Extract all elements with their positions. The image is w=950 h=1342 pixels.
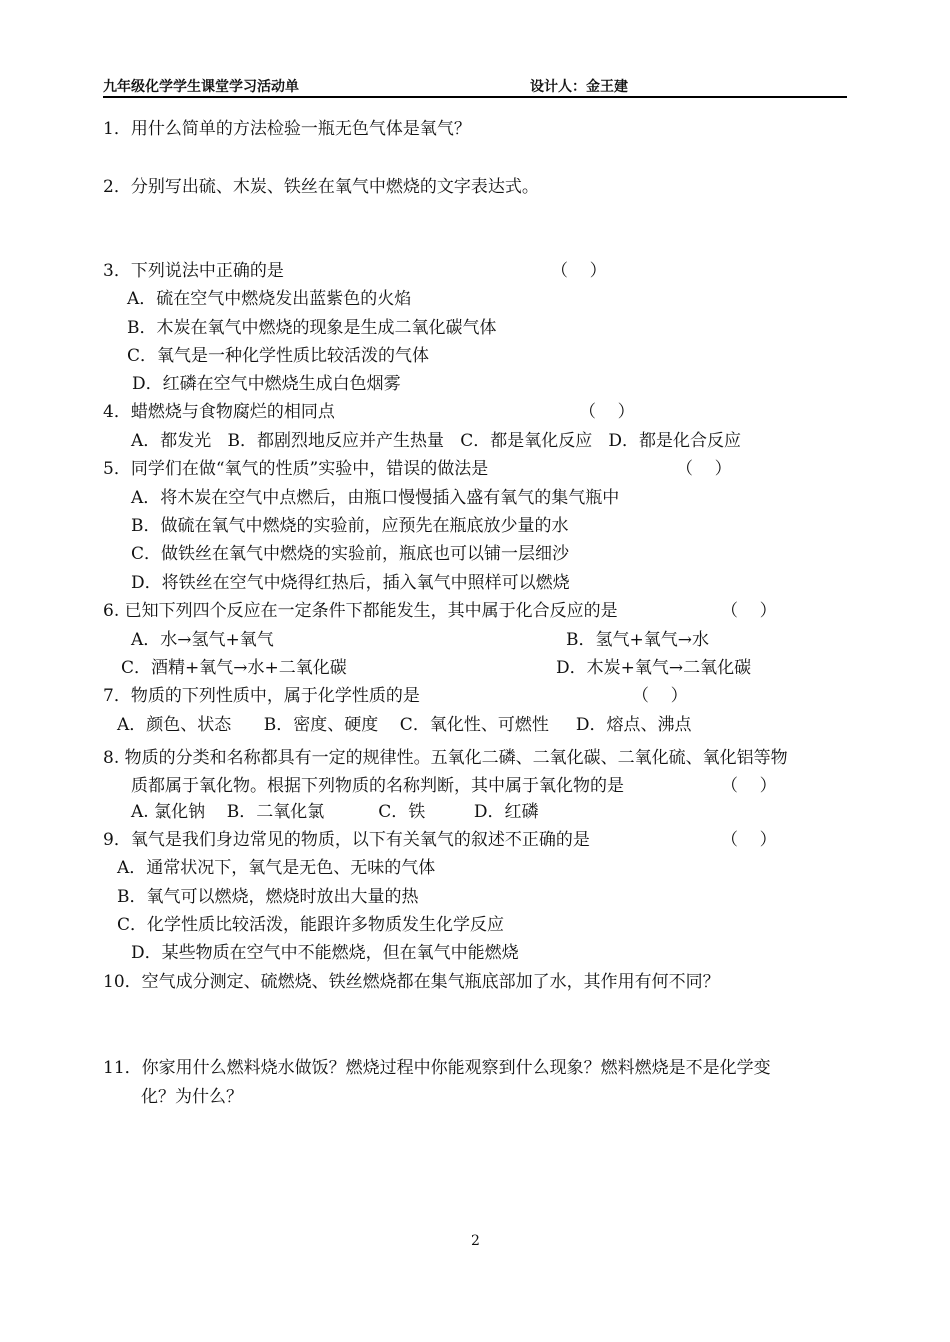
question-5-option-d: D．将铁丝在空气中烧得红热后，插入氧气中照样可以燃烧 [131, 573, 570, 593]
question-4-answer-bracket: （ ） [579, 402, 635, 422]
question-5-stem: 5．同学们在做“氧气的性质”实验中，错误的做法是 [103, 459, 489, 479]
question-9-option-a: A．通常状况下，氧气是无色、无味的气体 [117, 858, 436, 878]
question-6-option-d: D．木炭+氧气→二氧化碳 [556, 658, 752, 678]
header-divider [103, 96, 847, 98]
question-8-line-2: 质都属于氧化物。根据下列物质的名称判断，其中属于氧化物的是 [131, 776, 624, 796]
question-4-stem: 4．蜡燃烧与食物腐烂的相同点 [103, 402, 335, 422]
question-5-option-c: C．做铁丝在氧气中燃烧的实验前，瓶底也可以铺一层细沙 [131, 544, 570, 564]
question-3-stem: 3．下列说法中正确的是 [103, 261, 284, 281]
question-3-answer-bracket: （ ） [551, 261, 607, 281]
designer-label: 设计人：金王建 [530, 79, 628, 95]
question-3-option-c: C．氧气是一种化学性质比较活泼的气体 [127, 346, 430, 366]
question-7-options: A．颜色、状态 B．密度、硬度 C．氧化性、可燃性 D．熔点、沸点 [117, 715, 692, 735]
question-8-answer-bracket: （ ） [721, 776, 777, 796]
page-number: 2 [471, 1233, 480, 1249]
question-1: 1．用什么简单的方法检验一瓶无色气体是氧气？ [103, 119, 471, 139]
question-4-options: A．都发光 B．都剧烈地反应并产生热量 C．都是氧化反应 D．都是化合反应 [131, 431, 742, 451]
question-11-line-1: 11．你家用什么燃料烧水做饭？燃烧过程中你能观察到什么现象？燃料燃烧是不是化学变 [103, 1058, 771, 1078]
question-5-answer-bracket: （ ） [676, 459, 732, 479]
question-2: 2．分别写出硫、木炭、铁丝在氧气中燃烧的文字表达式。 [103, 177, 539, 197]
question-8-line-1: 8. 物质的分类和名称都具有一定的规律性。五氧化二磷、二氧化碳、二氧化硫、氧化铝等物 [103, 748, 788, 768]
worksheet-title: 九年级化学学生课堂学习活动单 [103, 79, 299, 95]
question-9-stem: 9．氧气是我们身边常见的物质，以下有关氧气的叙述不正确的是 [103, 830, 590, 850]
question-6-answer-bracket: （ ） [721, 601, 777, 621]
question-7-stem: 7．物质的下列性质中，属于化学性质的是 [103, 686, 420, 706]
question-6-option-b: B．氢气+氧气→水 [566, 630, 709, 650]
question-8-options: A. 氯化钠 B．二氧化氯 C．铁 D．红磷 [131, 802, 539, 822]
question-5-option-b: B．做硫在氧气中燃烧的实验前，应预先在瓶底放少量的水 [131, 516, 569, 536]
question-3-option-b: B．木炭在氧气中燃烧的现象是生成二氧化碳气体 [127, 318, 497, 338]
question-5-option-a: A．将木炭在空气中点燃后，由瓶口慢慢插入盛有氧气的集气瓶中 [131, 488, 620, 508]
question-6-option-a: A．水→氢气+氧气 [131, 630, 274, 650]
question-9-answer-bracket: （ ） [721, 830, 777, 850]
question-9-option-c: C．化学性质比较活泼，能跟许多物质发生化学反应 [117, 915, 505, 935]
question-3-option-d: D．红磷在空气中燃烧生成白色烟雾 [132, 374, 401, 394]
question-6-stem: 6. 已知下列四个反应在一定条件下都能发生，其中属于化合反应的是 [103, 601, 618, 621]
question-10: 10．空气成分测定、硫燃烧、铁丝燃烧都在集气瓶底部加了水，其作用有何不同？ [103, 972, 720, 992]
question-7-answer-bracket: （ ） [632, 686, 688, 706]
question-6-option-c: C．酒精+氧气→水+二氧化碳 [121, 658, 347, 678]
question-9-option-b: B．氧气可以燃烧，燃烧时放出大量的热 [117, 887, 419, 907]
question-9-option-d: D．某些物质在空气中不能燃烧，但在氧气中能燃烧 [131, 943, 519, 963]
question-3-option-a: A．硫在空气中燃烧发出蓝紫色的火焰 [127, 289, 412, 309]
question-11-line-2: 化？为什么？ [141, 1087, 243, 1107]
